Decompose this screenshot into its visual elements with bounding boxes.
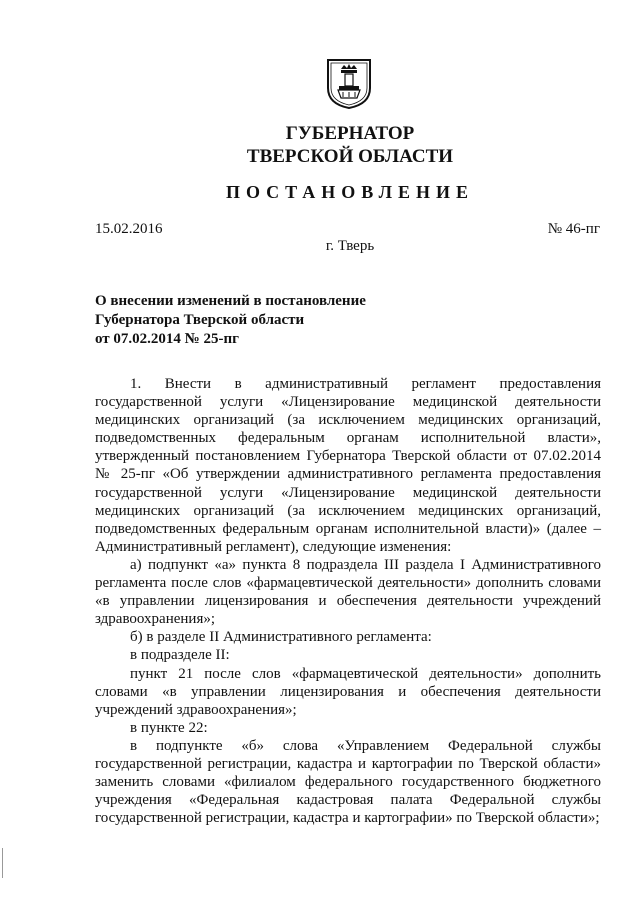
coat-of-arms-emblem (326, 58, 372, 110)
subject-line: от 07.02.2014 № 25-пг (95, 331, 239, 347)
document-city: г. Тверь (325, 238, 375, 254)
body-paragraph: 1. Внести в административный регламент предоставления государственной услуги «Лицензирование медицинской деятельности медицинских организаций (за исключением медицинских организаций, подведомственных федеральным органам исполнительной власти», утвержденный постановлением Губернатора Тверской области от 07.02.2014 № 25-пг «Об утверждении административного регламента предоставления государственной услуги «Лицензирование медицинской деятельности медицинских организаций (за исключением медицинских организаций, подведомственных федеральным органам исполнительной власти)» (далее – Административный регламент), следующие изменения: (95, 376, 601, 555)
body-paragraph: а) подпункт «а» пункта 8 подраздела III раздела I Административного регламента после слов «фармацевтической деятельности» дополнить словами «в управлении лицензирования и обеспечения деятельности учреждений здравоохранения»; (95, 556, 601, 628)
document-number: № 46-пг (547, 221, 600, 237)
subject-line: Губернатора Тверской области (95, 312, 305, 328)
issuer-line: ТВЕРСКОЙ ОБЛАСТИ (246, 146, 454, 167)
scan-edge-mark (2, 848, 3, 878)
body-paragraph: пункт 21 после слов «фармацевтической деятельности» дополнить словами «в управлении лицензирования и обеспечения деятельности учреждений здравоохранения»; (95, 665, 601, 718)
document-date: 15.02.2016 (95, 221, 163, 237)
body-paragraph: в пункте 22: (130, 719, 208, 736)
body-paragraph: б) в разделе II Административного регламента: (130, 629, 432, 646)
document-subject (95, 292, 366, 349)
document-type: ПОСТАНОВЛЕНИЕ (225, 182, 475, 202)
body-paragraph: в подпункте «б» слова «Управлением Федеральной службы государственной регистрации, кадастра и картографии по Тверской области» заменить словами «филиалом федерального государственного бюджетного учреждения «Федеральная кадастровая палата Федеральной службы государственной регистрации, кадастра и картографии» по Тверской области»; (95, 737, 601, 827)
body-paragraph: в подразделе II: (130, 647, 230, 664)
issuer-line: ГУБЕРНАТОР (285, 123, 415, 144)
issuer-title (0, 122, 640, 168)
document-body (95, 375, 601, 827)
subject-line: О внесении изменений в постановление (95, 293, 366, 309)
